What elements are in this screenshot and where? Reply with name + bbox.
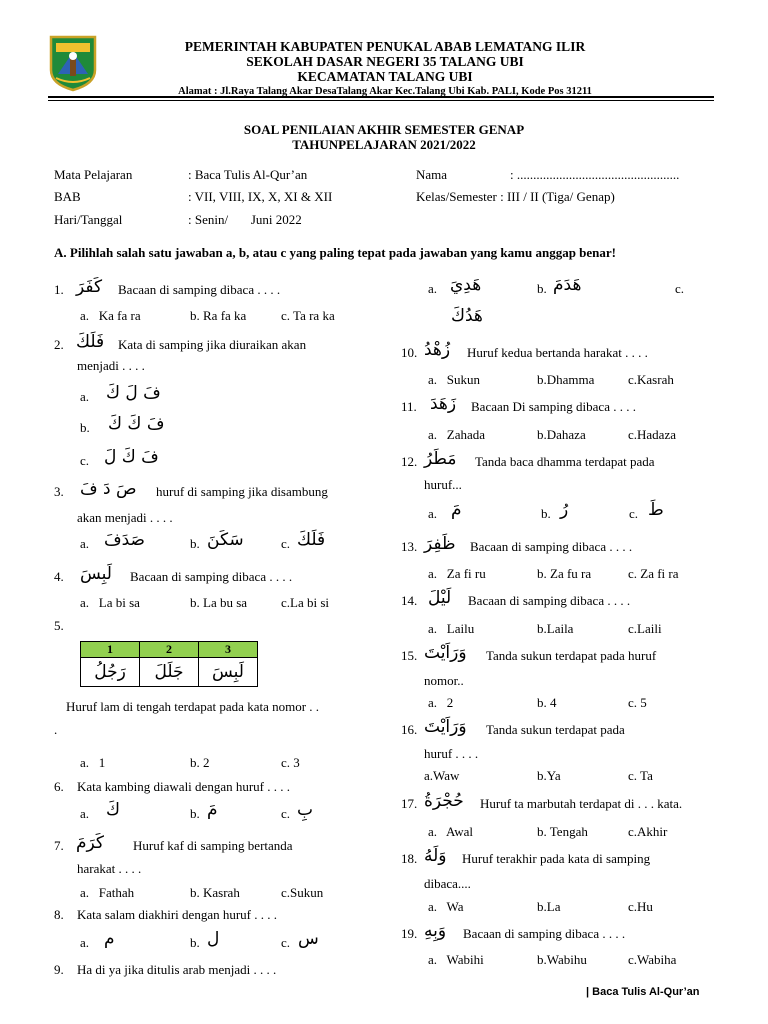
option-a[interactable]: a. 1: [80, 755, 106, 770]
option-c[interactable]: c. 3: [281, 755, 300, 770]
class-semester: Kelas/Semester : III / II (Tiga/ Genap): [416, 189, 615, 204]
question-number: 19.: [401, 926, 418, 941]
option-c[interactable]: c.Wabiha: [628, 952, 677, 967]
option-c[interactable]: c. Ta ra ka: [281, 308, 335, 323]
question-text: Kata di samping jika diuraikan akan: [118, 337, 307, 352]
instruction: A. Pilihlah salah satu jawaban a, b, atau c yang paling tepat pada jawaban yang kamu anggap benar!: [54, 245, 617, 260]
question-number: 13.: [401, 539, 418, 554]
option-c[interactable]: c.Laili: [628, 621, 662, 636]
option-c[interactable]: c.: [675, 281, 685, 296]
option-b[interactable]: b.Dhamma: [537, 372, 595, 387]
question-number: 8.: [54, 907, 64, 922]
arabic-letters: صَ دَ فَ: [80, 479, 137, 499]
option-a[interactable]: a.Waw: [424, 768, 460, 783]
question-text-cont: harakat . . . .: [77, 861, 142, 876]
arabic-word: لَيْلَ: [428, 588, 452, 608]
arabic-word: زُهْدُ: [424, 340, 451, 360]
school-name: SEKOLAH DASAR NEGERI 35 TALANG UBI: [246, 54, 524, 69]
question-text-cont: akan menjadi . . . .: [77, 510, 173, 525]
option-c[interactable]: c.Akhir: [628, 824, 668, 839]
name-label: Nama: [416, 167, 448, 182]
question-text-cont: .: [54, 722, 58, 737]
option-a[interactable]: a. Fathah: [80, 885, 135, 900]
arabic-word: لَبِسَ: [80, 564, 112, 584]
option-b[interactable]: b.Ya: [537, 768, 561, 783]
question-text-cont: dibaca....: [424, 876, 471, 891]
option-b-arabic[interactable]: هَدَمَ: [553, 275, 582, 295]
option-a-arabic[interactable]: كَ: [106, 800, 121, 820]
question-number: 4.: [54, 569, 64, 584]
option-b[interactable]: b. Za fu ra: [537, 566, 592, 581]
option-c[interactable]: c.Hadaza: [628, 427, 676, 442]
option-c[interactable]: c. 5: [628, 695, 647, 710]
option-c-arabic[interactable]: طَ: [648, 500, 664, 520]
question-number: 17.: [401, 796, 418, 811]
bab-value: : VII, VIII, IX, X, XI & XII: [188, 189, 333, 204]
district-name: KECAMATAN TALANG UBI: [297, 69, 473, 84]
question-number: 7.: [54, 838, 64, 853]
exam-title: SOAL PENILAIAN AKHIR SEMESTER GENAP: [243, 122, 525, 137]
option-b[interactable]: b.: [537, 281, 547, 296]
option-b[interactable]: b. 4: [537, 695, 557, 710]
word-table: [80, 641, 258, 687]
option-a[interactable]: a. Awal: [428, 824, 474, 839]
question-text-cont: menjadi . . . .: [77, 358, 145, 373]
question-text: Tanda sukun terdapat pada: [486, 722, 625, 737]
question-number: 3.: [54, 484, 64, 499]
option-c[interactable]: c. Za fi ra: [628, 566, 679, 581]
option-c-arabic[interactable]: فَلَكَ: [297, 530, 326, 550]
option-c-arabic[interactable]: بِ: [297, 800, 314, 820]
question-number: 10.: [401, 345, 418, 360]
option-b[interactable]: b. Kasrah: [190, 885, 240, 900]
question-text: Ha di ya jika ditulis arab menjadi . . . .: [77, 962, 277, 977]
option-b[interactable]: b.: [541, 506, 551, 521]
option-a-arabic[interactable]: صَدَفَ: [104, 530, 145, 550]
question-text: Tanda baca dhamma terdapat pada: [475, 454, 655, 469]
question-text: Bacaan di samping dibaca . . . .: [463, 926, 626, 941]
option-a[interactable]: a. Ka fa ra: [80, 308, 141, 323]
arabic-word: زَهَدَ: [430, 394, 457, 414]
option-c-arabic[interactable]: هَدُكَ: [451, 306, 483, 326]
option-c[interactable]: c.: [281, 935, 291, 950]
arabic-word: كَفَرَ: [76, 277, 103, 297]
option-a[interactable]: a. Zahada: [428, 427, 486, 442]
question-text: Bacaan Di samping dibaca . . . .: [471, 399, 636, 414]
option-c[interactable]: c.: [281, 536, 291, 551]
question-number: 16.: [401, 722, 418, 737]
question-number: 6.: [54, 779, 64, 794]
school-logo: [48, 34, 98, 92]
option-a[interactable]: a.: [80, 389, 90, 404]
question-text-cont: nomor..: [424, 673, 464, 688]
question-text: Kata kambing diawali dengan huruf . . . .: [77, 779, 290, 794]
option-c[interactable]: c.Kasrah: [628, 372, 674, 387]
question-text: Huruf terakhir pada kata di samping: [462, 851, 651, 866]
question-text: Bacaan di samping dibaca . . . .: [130, 569, 293, 584]
question-text-cont: huruf...: [424, 477, 462, 492]
question-number: 2.: [54, 337, 64, 352]
question-text: Huruf kaf di samping bertanda: [133, 838, 293, 853]
option-c[interactable]: c.La bi si: [281, 595, 330, 610]
arabic-word: كَرَمَ: [76, 833, 104, 853]
option-a[interactable]: a. Sukun: [428, 372, 480, 387]
header-divider-thin: [48, 100, 714, 101]
option-a[interactable]: a.: [80, 935, 90, 950]
option-b-arabic[interactable]: مَ: [207, 800, 218, 820]
option-b[interactable]: b.: [80, 420, 90, 435]
option-c[interactable]: c.: [281, 806, 291, 821]
arabic-word: ظَفِرَ: [424, 534, 456, 554]
name-field[interactable]: : ..................................................: [510, 167, 680, 182]
table-arabic-cell: رَجُلُ: [94, 662, 126, 682]
question-number: 14.: [401, 593, 418, 608]
option-b[interactable]: b.: [190, 536, 200, 551]
table-arabic-cell: لَبِسَ: [212, 662, 244, 682]
option-a-arabic[interactable]: هَدِيَ: [450, 275, 482, 295]
question-number: 12.: [401, 454, 418, 469]
question-number: 1.: [54, 282, 64, 297]
question-text: Huruf ta marbutah terdapat di . . . kata.: [480, 796, 683, 811]
option-b[interactable]: b.Laila: [537, 621, 574, 636]
option-a[interactable]: a.: [80, 536, 90, 551]
question-text: Bacaan di samping dibaca . . . .: [468, 593, 631, 608]
question-number: 15.: [401, 648, 418, 663]
subject-value: : Baca Tulis Al-Qur’an: [188, 167, 308, 182]
arabic-word: فَلَكَ: [76, 332, 105, 352]
option-a[interactable]: a. 2: [428, 695, 454, 710]
option-b[interactable]: b.: [190, 806, 200, 821]
header-divider: [48, 96, 714, 98]
question-text-cont: huruf . . . .: [424, 746, 479, 761]
option-b[interactable]: b. Ra fa ka: [190, 308, 247, 323]
option-c[interactable]: c.Sukun: [281, 885, 324, 900]
option-b[interactable]: b.: [190, 935, 200, 950]
question-number: 5.: [54, 618, 64, 633]
option-a-arabic[interactable]: مَ: [451, 500, 462, 520]
option-a[interactable]: a.: [80, 806, 90, 821]
page-footer: | Baca Tulis Al-Qur’an: [586, 986, 700, 998]
arabic-word: مَطَرُ: [424, 449, 457, 469]
arabic-word: وَلَهُ: [424, 846, 447, 866]
option-b-arabic[interactable]: فَ كَ كَ: [108, 414, 165, 434]
arabic-word: وَرَاَيْتَ: [424, 717, 467, 737]
option-a-arabic[interactable]: م: [104, 929, 115, 949]
option-c-arabic[interactable]: فَ كَ لَ: [104, 447, 159, 467]
arabic-word: حُجْرَةُ: [424, 791, 464, 811]
option-c[interactable]: c.: [80, 453, 90, 468]
question-number: 11.: [401, 399, 417, 414]
table-header-cell: 3: [199, 642, 258, 658]
option-b-arabic[interactable]: رُ: [560, 500, 569, 520]
option-b[interactable]: b. La bu sa: [190, 595, 248, 610]
option-a[interactable]: a. Wabihi: [428, 952, 484, 967]
option-a[interactable]: a.: [428, 506, 438, 521]
subject-label: Mata Pelajaran: [54, 167, 133, 182]
option-b-arabic[interactable]: ل: [207, 929, 220, 949]
bab-label: BAB: [54, 189, 81, 204]
option-a[interactable]: a. Wa: [428, 899, 464, 914]
option-b[interactable]: b.La: [537, 899, 561, 914]
option-b[interactable]: b. Tengah: [537, 824, 588, 839]
option-a[interactable]: a.: [428, 281, 438, 296]
exam-year: TAHUNPELAJARAN 2021/2022: [292, 137, 476, 152]
option-b[interactable]: b. 2: [190, 755, 210, 770]
option-b[interactable]: b.Dahaza: [537, 427, 586, 442]
school-address: Alamat : Jl.Raya Talang Akar DesaTalang Akar Kec.Talang Ubi Kab. PALI, Kode Pos 31211: [178, 86, 592, 97]
table-header-cell: 1: [81, 642, 140, 658]
question-text: Huruf kedua bertanda harakat . . . .: [467, 345, 648, 360]
arabic-word: وَرَاَيْتَ: [424, 643, 467, 663]
option-a[interactable]: a. Lailu: [428, 621, 475, 636]
arabic-word: وَبِهِ: [424, 921, 447, 941]
option-c[interactable]: c. Ta: [628, 768, 653, 783]
question-number: 9.: [54, 962, 64, 977]
question-text: huruf di samping jika disambung: [156, 484, 328, 499]
question-text: Kata salam diakhiri dengan huruf . . . .: [77, 907, 277, 922]
gov-name: PEMERINTAH KABUPATEN PENUKAL ABAB LEMATANG ILIR: [184, 39, 586, 54]
question-text: Tanda sukun terdapat pada huruf: [486, 648, 657, 663]
option-b[interactable]: b.Wabihu: [537, 952, 587, 967]
question-text: Bacaan di samping dibaca . . . .: [470, 539, 633, 554]
option-b-arabic[interactable]: سَكَنَ: [207, 530, 244, 550]
question-text: Bacaan di samping dibaca . . . .: [118, 282, 281, 297]
option-c-arabic[interactable]: س: [298, 929, 319, 949]
question-text: Huruf lam di tengah terdapat pada kata nomor . .: [66, 699, 320, 714]
table-header-cell: 2: [140, 642, 199, 658]
option-a-arabic[interactable]: فَ لَ كَ: [106, 383, 161, 403]
option-c[interactable]: c.: [629, 506, 639, 521]
option-a[interactable]: a. La bi sa: [80, 595, 140, 610]
table-arabic-cell: جَلَلَ: [154, 662, 184, 682]
date-label: Hari/Tanggal: [54, 212, 123, 227]
question-number: 18.: [401, 851, 418, 866]
option-c[interactable]: c.Hu: [628, 899, 653, 914]
date-value: : Senin/ Juni 2022: [188, 212, 302, 227]
option-a[interactable]: a. Za fi ru: [428, 566, 486, 581]
